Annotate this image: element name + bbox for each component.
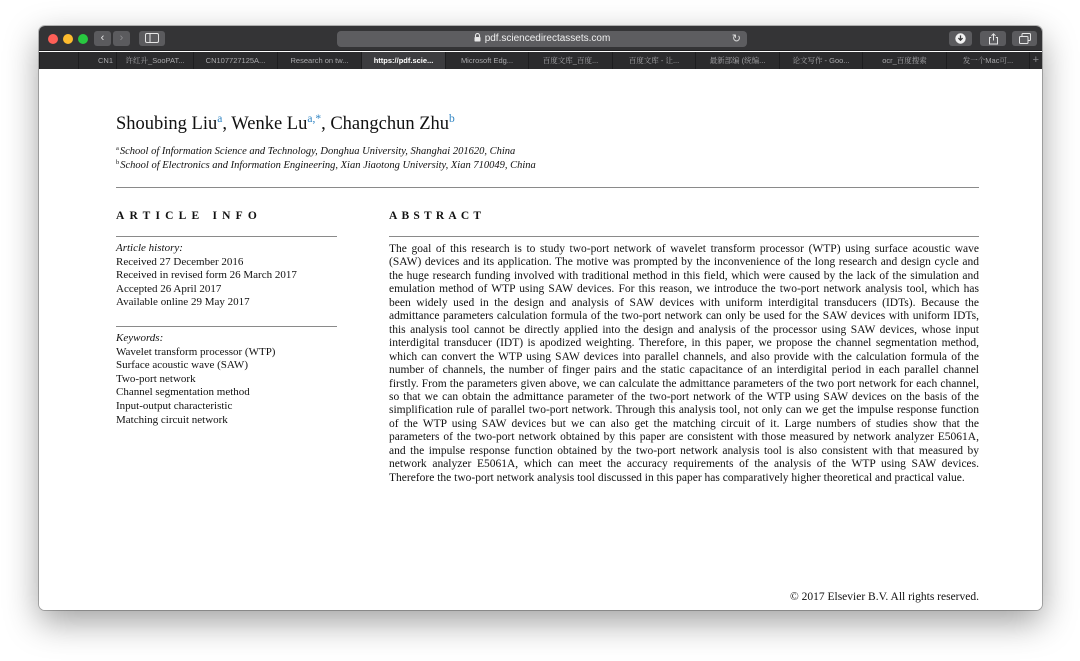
- divider: [116, 326, 337, 327]
- tab-research[interactable]: [277, 52, 361, 69]
- back-button[interactable]: [94, 31, 111, 46]
- tab-mac[interactable]: [946, 52, 1029, 69]
- tab-overview-button[interactable]: [1012, 31, 1037, 46]
- tab-label: 最新部编 (统编...: [709, 56, 766, 65]
- author-name: Wenke Lu: [231, 114, 308, 134]
- tab-label: CN1: [97, 56, 113, 65]
- browser-toolbar: [39, 26, 1042, 51]
- tab-label: Microsoft Edg...: [460, 56, 514, 65]
- author-separator: ,: [321, 114, 331, 134]
- tab-label: 百度文库_百度...: [542, 56, 599, 65]
- browser-window: [39, 26, 1042, 610]
- history-item: Available online 29 May 2017: [116, 296, 250, 309]
- abstract-heading: ABSTRACT: [389, 210, 486, 222]
- divider: [389, 236, 979, 237]
- tab-cn1[interactable]: [78, 52, 116, 69]
- tab-label: https://pdf.scie...: [373, 56, 434, 65]
- chevron-right-icon: ›: [119, 32, 124, 44]
- download-icon: [955, 33, 966, 44]
- affiliation-b: [116, 159, 536, 171]
- keyword-item: Wavelet transform processor (WTP): [116, 345, 276, 358]
- keywords: [116, 332, 275, 427]
- history-item: Received in revised form 26 March 2017: [116, 269, 297, 282]
- tab-label: CN107727125A...: [205, 56, 266, 65]
- keyword-item: Channel segmentation method: [116, 386, 250, 399]
- article-info-heading: ARTICLE INFO: [116, 210, 263, 222]
- affiliation-a: [116, 145, 515, 157]
- divider: [116, 236, 337, 237]
- url-text: pdf.sciencedirectassets.com: [484, 33, 611, 44]
- author-separator: ,: [222, 114, 232, 134]
- article-history: [116, 242, 297, 310]
- affiliation-text: School of Electronics and Information Engineering, Xian Jiaotong University, Xian 710049, China: [120, 160, 536, 171]
- maximize-window-button[interactable]: [78, 34, 88, 44]
- chevron-left-icon: ‹: [100, 32, 105, 44]
- tab-label: ocr_百度搜索: [882, 56, 927, 65]
- tab-pdf-sciencedirect[interactable]: [361, 52, 445, 69]
- address-bar[interactable]: [337, 31, 747, 47]
- affiliation-marker: b: [116, 159, 120, 166]
- tab-baidu-wenku-1[interactable]: [528, 52, 612, 69]
- download-button[interactable]: [949, 31, 972, 46]
- share-button[interactable]: [980, 31, 1006, 46]
- tab-baidu-wenku-2[interactable]: [612, 52, 695, 69]
- article-history-label: Article history:: [116, 242, 183, 254]
- author-affiliation-link[interactable]: b: [449, 113, 455, 125]
- tab-lunwen-google[interactable]: [779, 52, 862, 69]
- keyword-item: Surface acoustic wave (SAW): [116, 359, 248, 372]
- tab-bar: [39, 52, 1042, 69]
- author-name: Shoubing Liu: [116, 114, 218, 134]
- tab-soopat[interactable]: [116, 52, 193, 69]
- abstract-body: The goal of this research is to study two-port network of wavelet transform processor (WTP) using surface acoustic wave (SAW) devices and its application. The motive was prompted by the inconvenience of the long research and design cycle and the huge research funding involved with traditional method in this field, which were caused by the lack of the simulation and emulation method of WTP using SAW devices. For this reason, we introduce the two-port network analysis tool, which has been widely used in the design and analysis of SAW devices with uniform interdigital transducers (IDTs). Because the admittance parameters calculation formula of the two-port network can only be used for the SAW devices with uniform IDTs, this analysis tool cannot be directly applied into the design and analysis of the processor using SAW devices, whose input interdigital transducer (IDT) is apodized weighting. Therefore, in this paper, we propose the channel segmentation method, which can convert the WTP using SAW devices into parallel channels, and also provide with the calculation formula of the number of channels, the number of finger pairs and the static capacitance of an interdigital period in each parallel channel firstly. From the parameters given above, we can calculate the admittance parameters of the two port network for each channel, so that we can obtain the admittance parameter of the two-port network of the WTP using SAW devices on the basis of the simplification rule of parallel two-port network. Through this analysis tool, not only can we get the impulse response function of the WTP using SAW devices but we can also get the matching circuit of it. Large numbers of studies show that the parameters of the two-port network obtained by this paper are consistent with those measured by network analyzer E5061A, and the impulse response function obtained by the two-port network analysis tool is also consistent with that measured by network analyzer E5061A, which can meet the accuracy requirements of the analysis of the WTP using SAW devices. Therefore the two-port network analysis tool discussed in this paper has comparatively higher theoretical and practical value.: [389, 243, 979, 484]
- author-list: [116, 113, 455, 135]
- forward-button[interactable]: [113, 31, 130, 46]
- history-item: Accepted 26 April 2017: [116, 282, 222, 295]
- author-affiliation-link[interactable]: a: [217, 113, 223, 125]
- tab-label: 论文写作 - Goo...: [792, 56, 850, 65]
- keywords-label: Keywords:: [116, 332, 164, 344]
- reload-icon[interactable]: ↻: [731, 33, 741, 45]
- share-icon: [988, 33, 999, 45]
- tab-cn107727125a[interactable]: [193, 52, 277, 69]
- pdf-page: [39, 69, 1042, 610]
- affiliation-text: School of Information Science and Technology, Donghua University, Shanghai 201620, China: [119, 146, 516, 157]
- tab-microsoft-edge[interactable]: [445, 52, 528, 69]
- sidebar-toggle-button[interactable]: [139, 31, 165, 46]
- tab-label: 百度文库 - 让...: [628, 56, 680, 65]
- keyword-item: Two-port network: [116, 372, 196, 385]
- tab-pinned[interactable]: [39, 52, 78, 69]
- affiliation-marker: a: [116, 145, 119, 152]
- keyword-item: Matching circuit network: [116, 413, 228, 426]
- tab-bubian[interactable]: [695, 52, 779, 69]
- author-name: Changchun Zhu: [330, 114, 450, 134]
- tab-label: 许红升_SooPAT...: [125, 56, 185, 65]
- tab-label: Research on tw...: [290, 56, 349, 65]
- sidebar-icon: [145, 33, 159, 43]
- tab-ocr-baidu[interactable]: [862, 52, 946, 69]
- history-item: Received 27 December 2016: [116, 255, 244, 268]
- tab-overview-icon: [1019, 33, 1031, 44]
- new-tab-button[interactable]: +: [1029, 52, 1042, 69]
- tab-label: 发一个Mac可...: [962, 56, 1014, 65]
- copyright-notice: © 2017 Elsevier B.V. All rights reserved.: [790, 591, 979, 603]
- keyword-item: Input-output characteristic: [116, 399, 233, 412]
- lock-icon: [474, 33, 481, 42]
- divider: [116, 187, 979, 188]
- author-affiliation-link[interactable]: a,*: [307, 113, 322, 125]
- close-window-button[interactable]: [48, 34, 58, 44]
- minimize-window-button[interactable]: [63, 34, 73, 44]
